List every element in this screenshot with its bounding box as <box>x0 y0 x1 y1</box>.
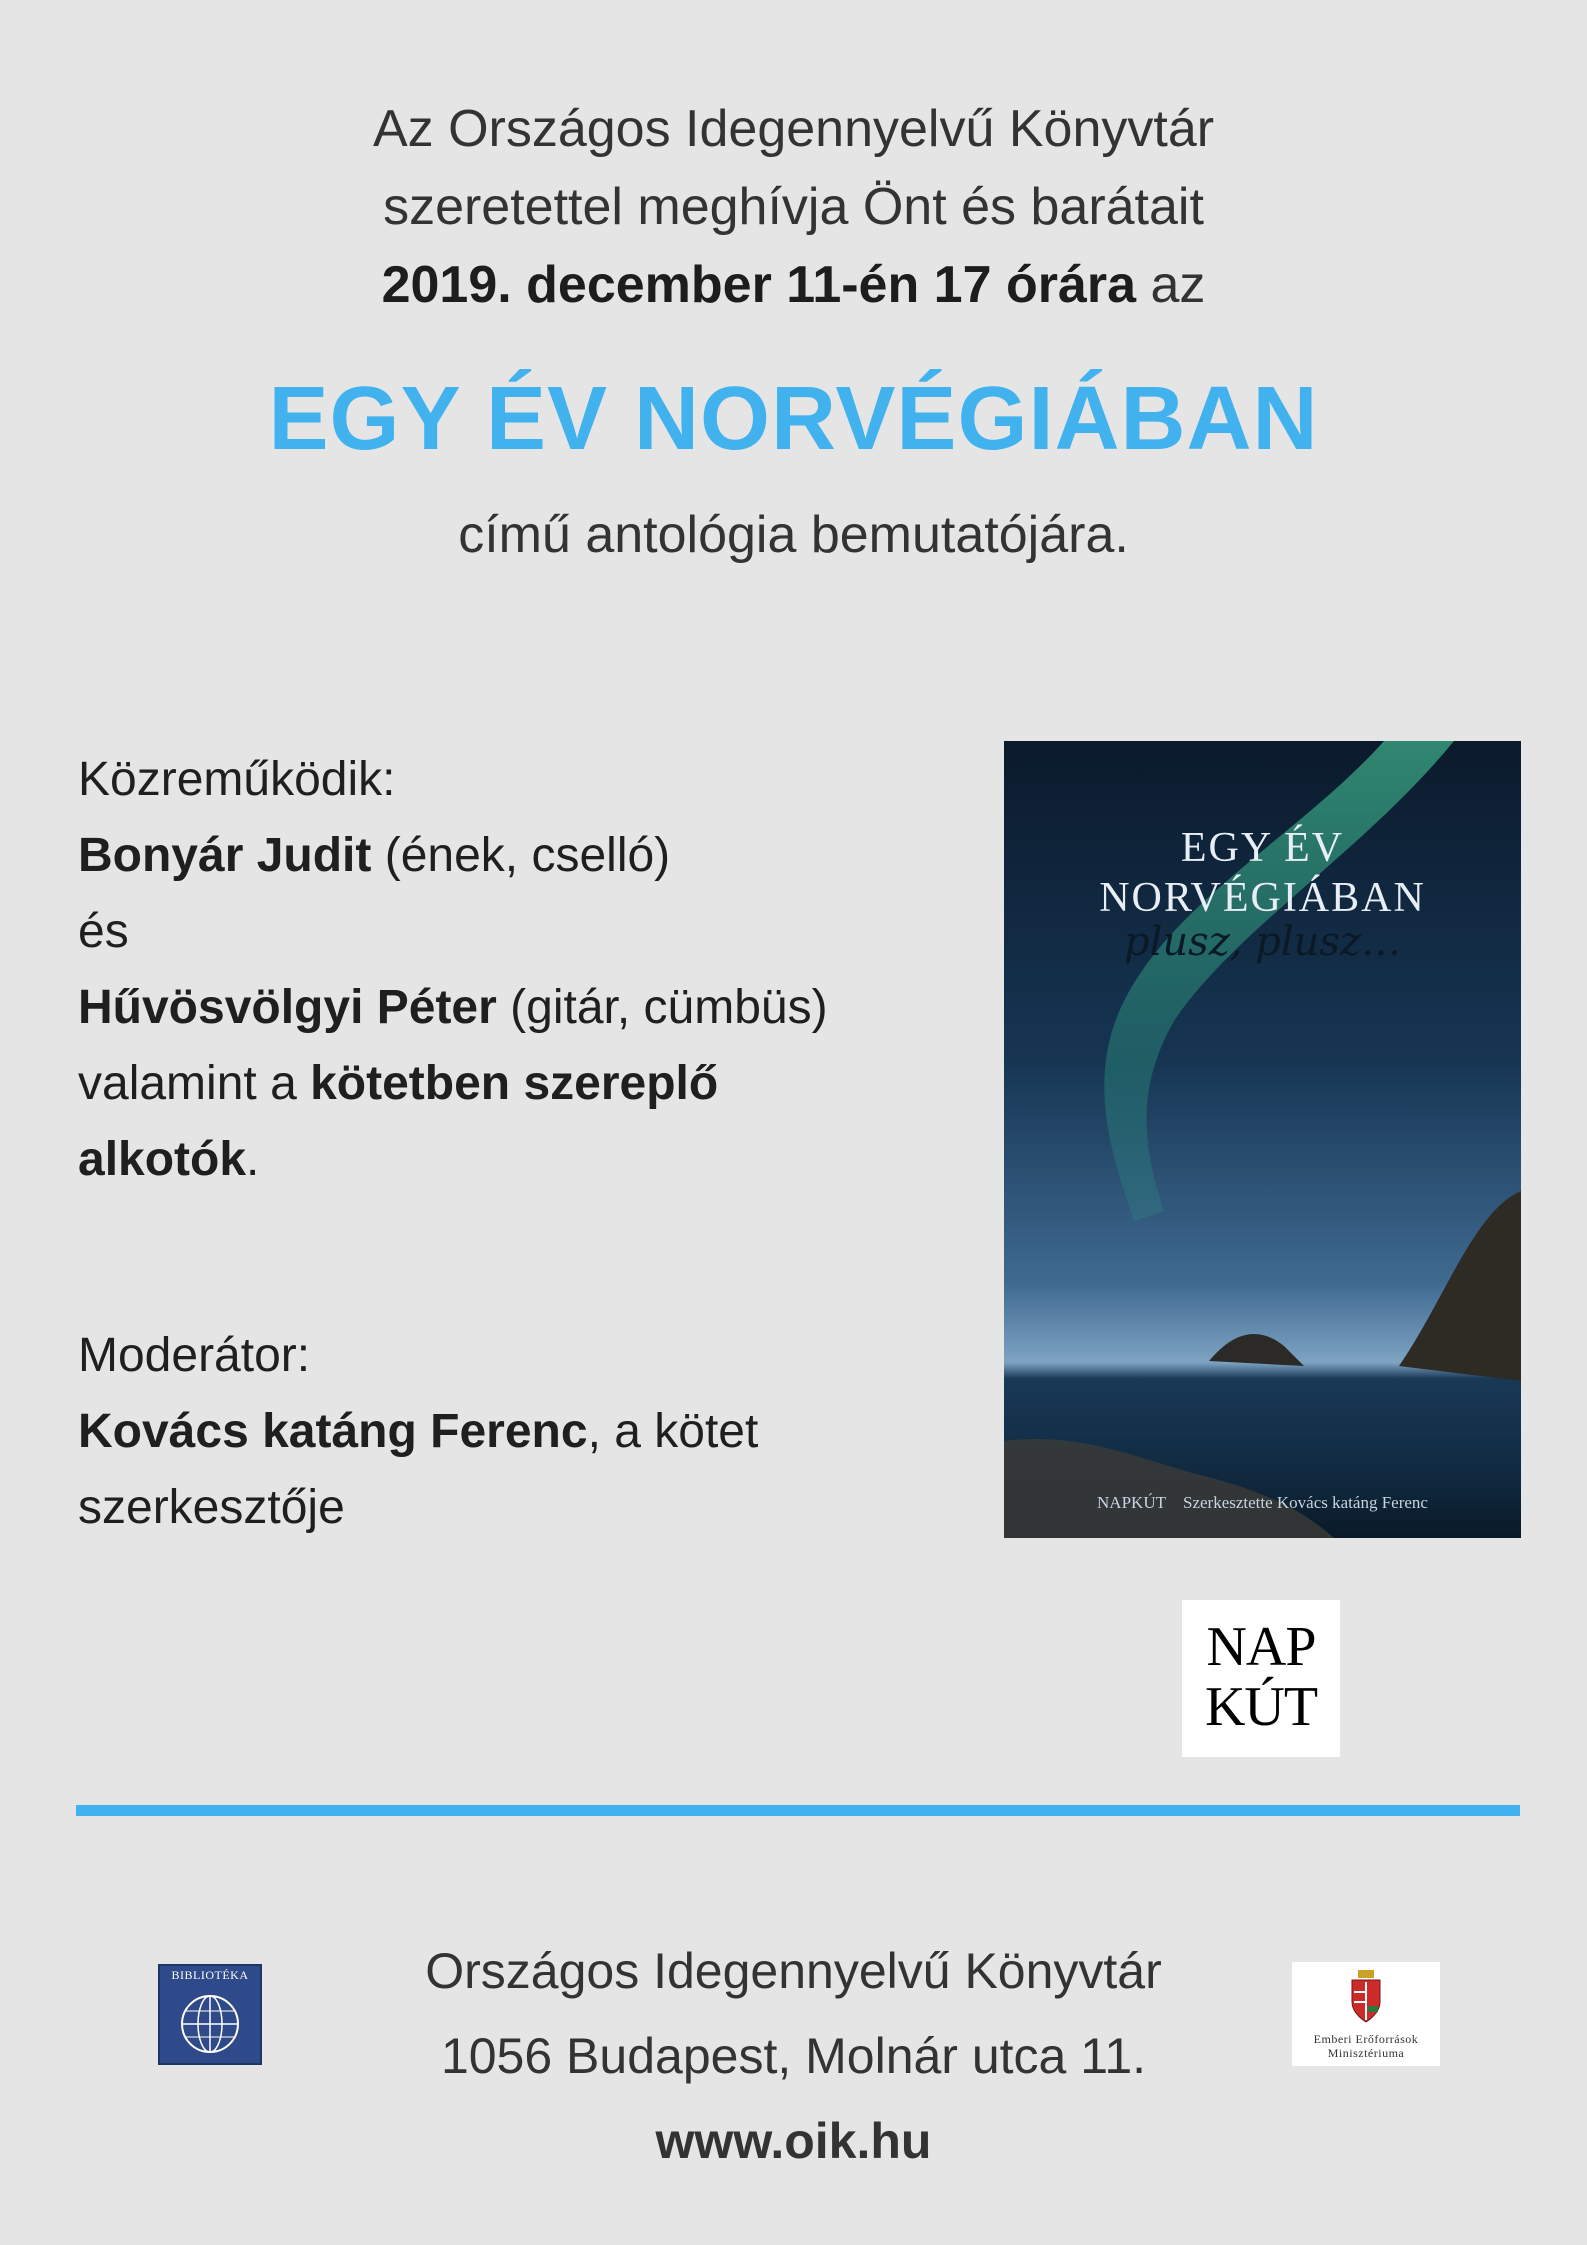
cover-editor-note: Szerkesztette Kovács katáng Ferenc <box>1182 1493 1428 1512</box>
biblioteka-logo-label: BIBLIOTÉKA <box>171 1968 249 1982</box>
intro-date-line <box>0 246 1587 324</box>
performer-1 <box>78 818 958 894</box>
ministry-logo-label-1: Emberi Erőforrások <box>1313 2032 1419 2046</box>
footer-institution: Országos Idegennyelvű Könyvtár <box>425 1943 1162 1999</box>
moderator-rest-2: szerkesztője <box>78 1481 345 1534</box>
cover-subtitle: plusz, plusz… <box>1124 919 1401 965</box>
moderator-name: Kovács katáng Ferenc <box>78 1405 588 1458</box>
globe-icon <box>160 1984 260 2064</box>
book-cover-image <box>1004 741 1521 1538</box>
performers-also-bold-1: kötetben szereplő <box>310 1057 719 1110</box>
ministry-logo-label-2: Minisztériuma <box>1327 2046 1405 2060</box>
performers-also-cont <box>78 1122 958 1198</box>
biblioteka-logo <box>158 1964 262 2065</box>
napkut-logo <box>1182 1600 1340 1757</box>
cover-publisher: NAPKÚT <box>1097 1493 1166 1512</box>
performers-also-end: . <box>246 1133 260 1186</box>
cover-title-line-2: NORVÉGIÁBAN <box>1099 875 1426 921</box>
intro-line-1: Az Országos Idegennyelvű Könyvtár <box>372 100 1215 158</box>
performers-and: és <box>78 905 129 958</box>
moderator-line <box>78 1394 958 1470</box>
event-title: EGY ÉV NORVÉGIÁBAN <box>268 369 1319 469</box>
performer-2-name: Hűvösvölgyi Péter <box>78 981 497 1034</box>
footer-website[interactable]: www.oik.hu <box>655 2113 932 2169</box>
performer-2 <box>78 970 958 1046</box>
performers-also <box>78 1046 958 1122</box>
performers-heading: Közreműködik: <box>78 753 396 806</box>
intro-line-2: szeretettel meghívja Önt és barátait <box>383 178 1204 236</box>
cover-title-line-1: EGY ÉV <box>1180 825 1345 871</box>
performer-2-role: (gitár, cümbüs) <box>496 981 828 1034</box>
event-subtitle: című antológia bemutatójára. <box>458 506 1129 564</box>
event-date: 2019. december 11-én 17 órára <box>381 256 1137 314</box>
intro-date-suffix: az <box>1136 256 1206 314</box>
footer-address: 1056 Budapest, Molnár utca 11. <box>440 2028 1147 2084</box>
performer-1-role: (ének, cselló) <box>371 829 671 882</box>
performers-also-prefix: valamint a <box>78 1057 311 1110</box>
performer-1-name: Bonyár Judit <box>78 829 372 882</box>
cover-footer <box>1004 1493 1521 1513</box>
napkut-logo-line-1: NAP <box>1206 1616 1316 1678</box>
coat-of-arms-icon <box>1292 1962 1440 2032</box>
cover-title <box>1004 823 1521 923</box>
foreground-rocks <box>1004 1439 1334 1538</box>
performers-block <box>78 742 958 1198</box>
ministry-logo-label <box>1292 2032 1440 2060</box>
moderator-rest-1: , a kötet <box>587 1405 759 1458</box>
right-cliff <box>1399 1191 1521 1381</box>
small-island <box>1209 1334 1304 1366</box>
aurora-band <box>1104 741 1454 1221</box>
accent-divider <box>76 1805 1520 1816</box>
moderator-block <box>78 1318 958 1546</box>
performers-also-bold-2: alkotók <box>78 1133 247 1186</box>
napkut-logo-line-2: KÚT <box>1204 1676 1318 1738</box>
moderator-heading: Moderátor: <box>78 1329 311 1382</box>
ministry-logo <box>1292 1962 1440 2066</box>
